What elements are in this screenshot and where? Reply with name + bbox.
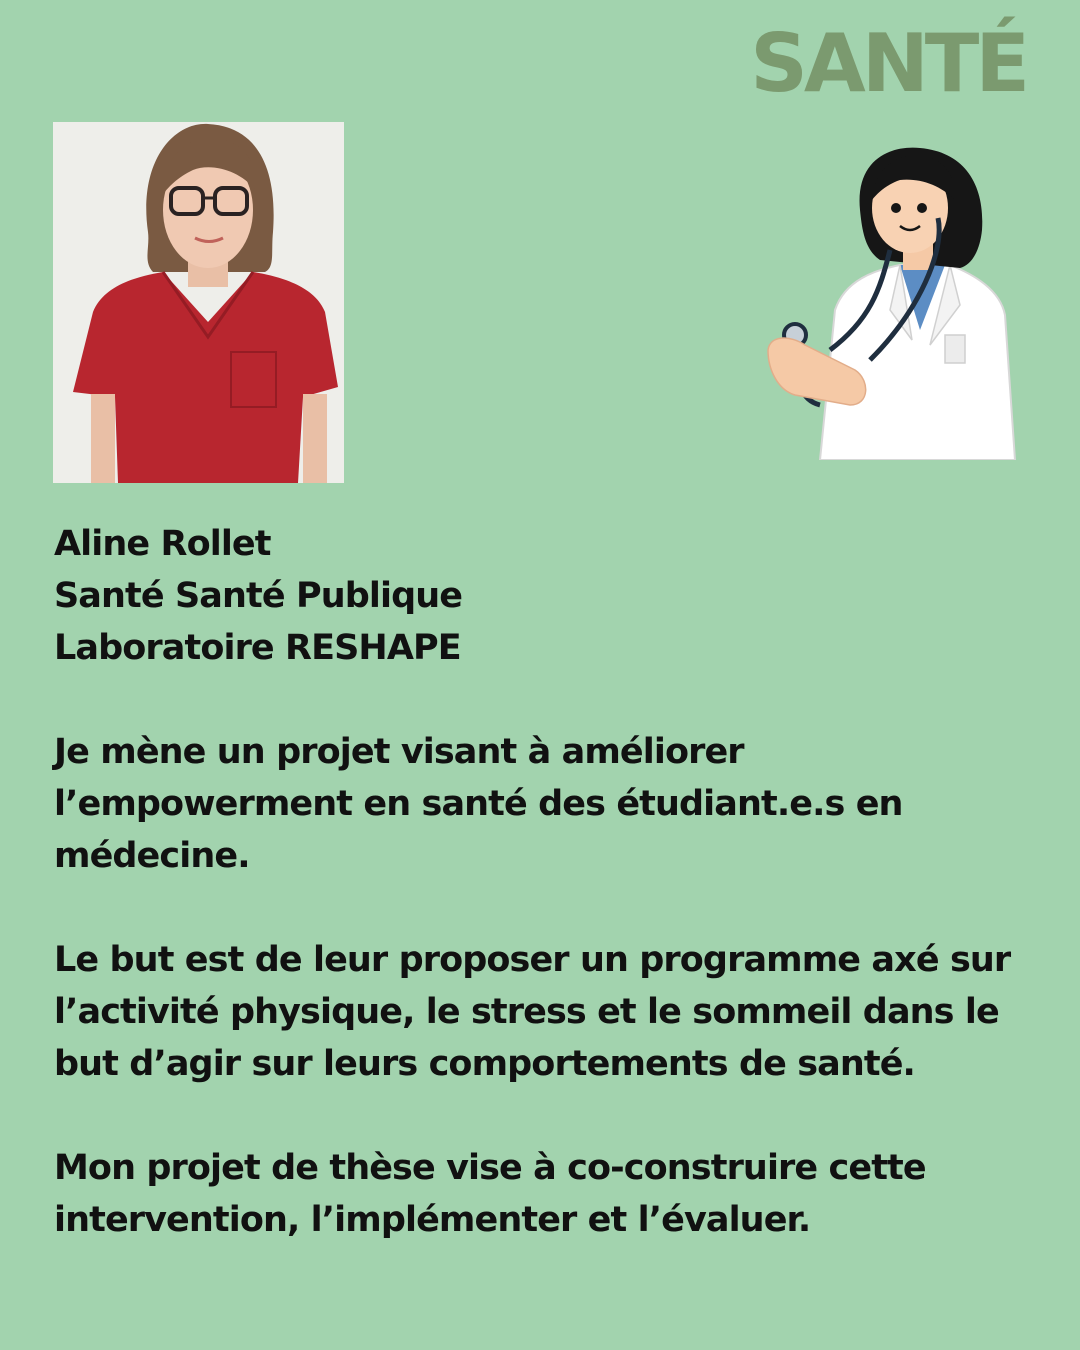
profile-text [54,518,1014,1246]
paragraph-3: Mon projet de thèse vise à co-construire cette intervention, l’implémenter et l’évaluer. [54,1148,926,1240]
portrait-photo [53,122,344,483]
person-field: Santé Santé Publique [54,576,463,616]
doctor-with-stethoscope-icon [760,140,1020,460]
paragraph-2: Le but est de leur proposer un programme axé sur l’activité physique, le stress et le sommeil dans le but d’agir sur leurs comportements de santé. [54,940,1011,1084]
person-name: Aline Rollet [54,524,271,564]
category-title: SANTÉ [750,17,1026,110]
person-lab: Laboratoire RESHAPE [54,628,461,668]
paragraph-1: Je mène un projet visant à améliorer l’empowerment en santé des étudiant.e.s en médecine. [54,732,903,876]
